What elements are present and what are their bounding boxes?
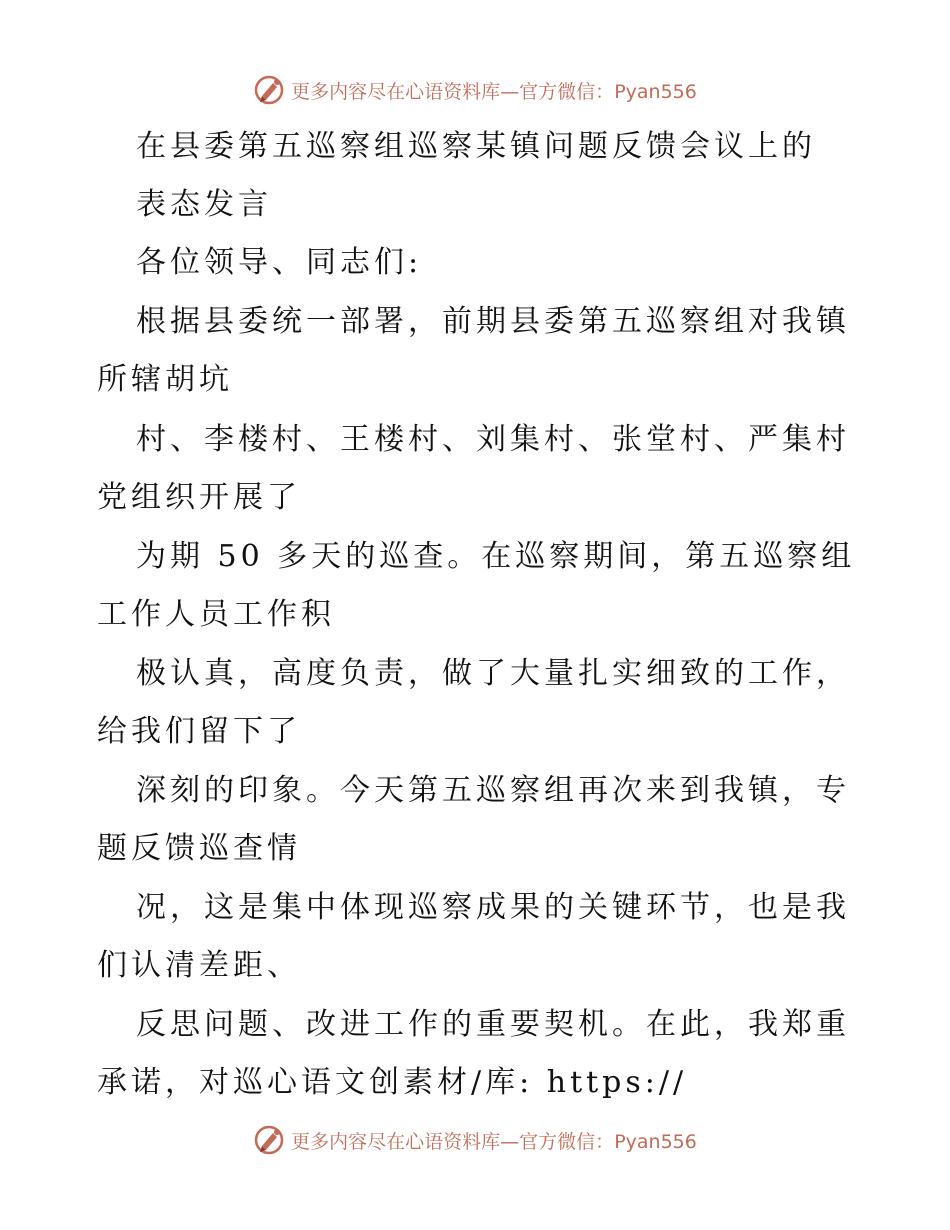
doc-line-title-1: 在县委第五巡察组巡察某镇问题反馈会议上的 <box>136 129 816 164</box>
doc-line: 反思问题、改进工作的重要契机。在此，我郑重 <box>136 1007 850 1042</box>
doc-line: 题反馈巡查情 <box>97 831 301 866</box>
doc-line: 工作人员工作积 <box>97 597 335 632</box>
footer-watermark <box>0 1120 950 1160</box>
doc-line: 村、李楼村、王楼村、刘集村、张堂村、严集村 <box>136 422 850 457</box>
doc-line: 深刻的印象。今天第五巡察组再次来到我镇，专 <box>136 773 850 808</box>
doc-line: 们认清差距、 <box>97 948 301 983</box>
pen-circle-icon <box>253 74 285 106</box>
doc-line: 所辖胡坑 <box>97 362 233 397</box>
header-watermark <box>0 70 950 110</box>
doc-line: 为期 50 多天的巡查。在巡察期间，第五巡察组 <box>136 539 856 574</box>
doc-line-salutation: 各位领导、同志们: <box>136 245 423 280</box>
watermark-main-text: 更多内容尽在心语资料库 <box>291 1130 501 1153</box>
watermark-separator: — <box>500 1130 520 1153</box>
doc-line-title-2: 表态发言 <box>136 187 272 222</box>
doc-line: 根据县委统一部署，前期县委第五巡察组对我镇 <box>136 304 850 339</box>
watermark-text <box>291 77 697 104</box>
watermark-wechat-label: 官方微信： <box>519 80 615 103</box>
doc-line: 党组织开展了 <box>97 480 301 515</box>
doc-line: 极认真，高度负责，做了大量扎实细致的工作， <box>136 656 850 691</box>
watermark-wechat-id: Pyan556 <box>614 1130 697 1153</box>
watermark-wechat-id: Pyan556 <box>614 80 697 103</box>
watermark-wechat-label: 官方微信： <box>519 1130 615 1153</box>
doc-line: 况，这是集中体现巡察成果的关键环节，也是我 <box>136 890 850 925</box>
doc-line: 承诺，对巡心语文创素材/库: https:// <box>97 1065 688 1100</box>
watermark-main-text: 更多内容尽在心语资料库 <box>291 80 501 103</box>
watermark-text <box>291 1127 697 1154</box>
pen-circle-icon <box>253 1124 285 1156</box>
watermark-separator: — <box>500 80 520 103</box>
doc-line: 给我们留下了 <box>97 714 301 749</box>
